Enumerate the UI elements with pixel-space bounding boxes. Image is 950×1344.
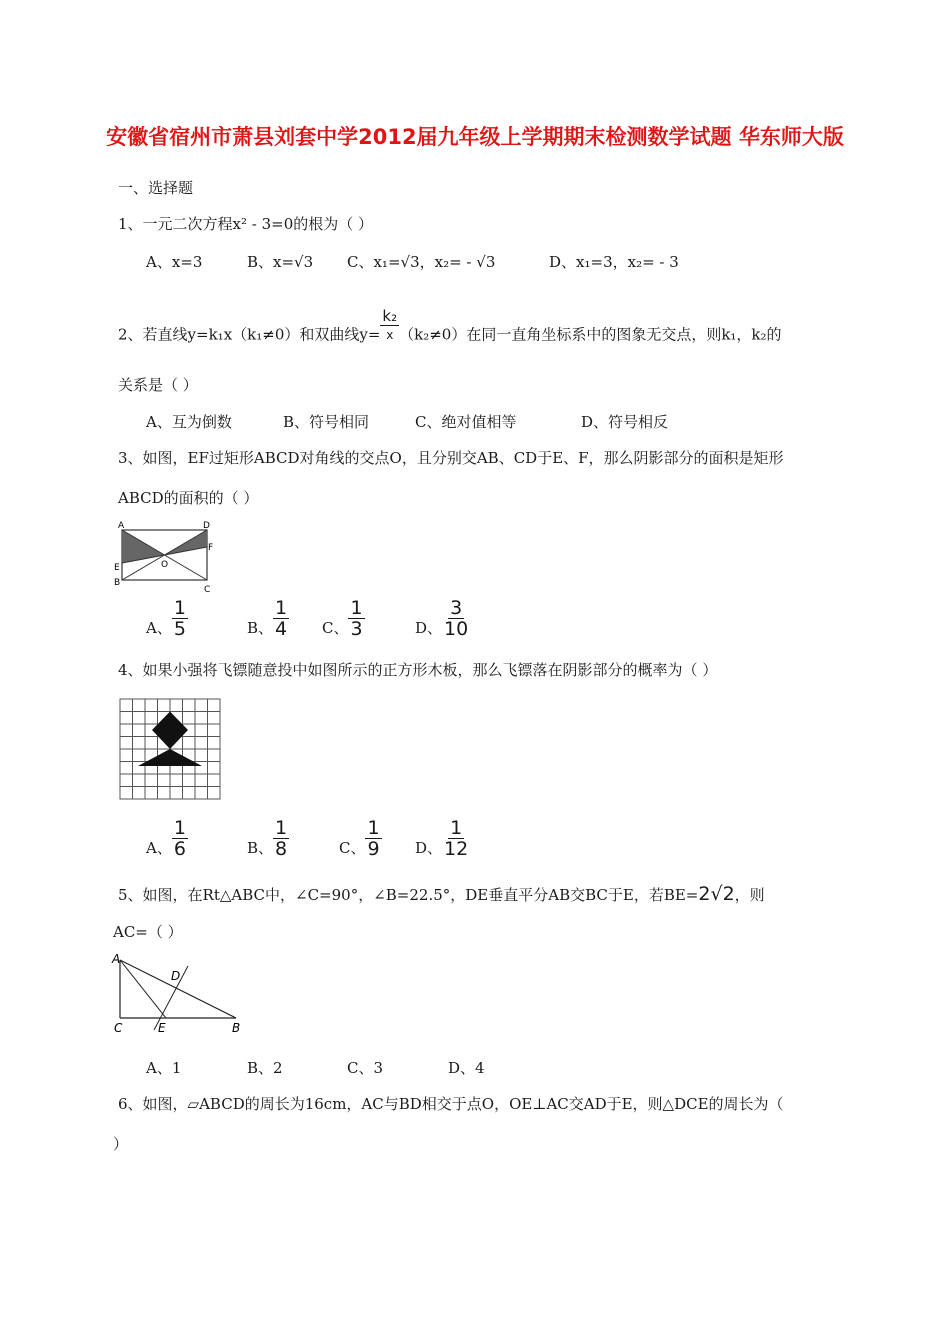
q4-option-b-fraction: $\frac{1}{8}$	[275, 817, 288, 860]
section-heading: 一、选择题	[118, 179, 194, 197]
q3-option-b: B、 $\frac{1}{4}$	[247, 597, 288, 640]
q4-option-d-fraction: $\frac{1}{12}$	[444, 817, 469, 860]
label-a: A	[112, 952, 121, 966]
q3-option-a-fraction: $\frac{1}{5}$	[173, 597, 186, 640]
q3-option-a: A、 $\frac{1}{5}$	[146, 597, 186, 640]
label-c: C	[204, 585, 211, 595]
q5-suffix: ，则	[734, 886, 765, 904]
label-e: E	[158, 1021, 166, 1035]
q1-option-d: D、x₁=3，x₂= - 3	[549, 253, 679, 271]
q2-prefix: 2、若直线y=k₁x（k₁≠0）和双曲线y=	[118, 325, 381, 344]
q5-option-a: A、1	[146, 1059, 182, 1077]
question-5-line-1	[118, 884, 765, 905]
question-2-line-1	[118, 307, 782, 354]
q1-option-c: C、x₁=√3，x₂= - √3	[347, 253, 496, 271]
label-d: D	[203, 521, 210, 531]
q4-option-c: C、 $\frac{1}{9}$	[339, 817, 380, 860]
q2-option-c: C、绝对值相等	[415, 413, 517, 431]
q5-be-value: 2√2	[698, 883, 735, 905]
question-2-line-2: 关系是（ ）	[118, 376, 198, 394]
page-title: 安徽省宿州市萧县刘套中学2012届九年级上学期期末检测数学试题 华东师大版	[106, 125, 844, 149]
q1-option-a: A、x=3	[146, 253, 203, 271]
segment-ae	[120, 960, 166, 1018]
label-b: B	[232, 1021, 241, 1035]
q5-option-d: D、4	[448, 1059, 485, 1077]
question-3-line-1: 3、如图，EF过矩形ABCD对角线的交点O，且分别交AB、CD于E、F，那么阴影部分的面积是矩形	[118, 449, 784, 467]
q5-prefix: 5、如图，在Rt△ABC中，∠C=90°，∠B=22.5°，DE垂直平分AB交BC于E，若BE=	[118, 886, 699, 904]
shaded-region-left	[122, 530, 164, 563]
q2-fraction	[380, 307, 399, 344]
label-b: B	[114, 578, 121, 588]
q4-option-b: B、 $\frac{1}{8}$	[247, 817, 288, 860]
label-f: F	[208, 543, 214, 553]
question-4: 4、如果小强将飞镖随意投中如图所示的正方形木板，那么飞镖落在阴影部分的概率为（ ）	[118, 661, 718, 679]
q2-option-a: A、互为倒数	[146, 413, 232, 431]
dartboard-grid-figure	[118, 697, 222, 801]
q3-option-d-fraction: $\frac{3}{10}$	[444, 597, 469, 640]
q4-option-d: D、 $\frac{1}{12}$	[415, 817, 469, 860]
q2-fraction-denominator: x	[386, 328, 394, 342]
rectangle-figure	[112, 518, 222, 598]
q3-option-c: C、 $\frac{1}{3}$	[322, 597, 363, 640]
q1-option-b: B、x=√3	[247, 253, 314, 271]
question-1: 1、一元二次方程x² - 3=0的根为（ ）	[118, 215, 374, 233]
label-o: O	[161, 560, 169, 570]
right-triangle-figure	[110, 950, 250, 1035]
q4-option-a-fraction: $\frac{1}{6}$	[173, 817, 186, 860]
q2-option-b: B、符号相同	[283, 413, 370, 431]
label-e: E	[114, 563, 120, 573]
question-6-line-2: ）	[113, 1135, 129, 1153]
question-3-line-2: ABCD的面积的（ ）	[118, 489, 259, 507]
question-6-line-1: 6、如图，▱ABCD的周长为16cm，AC与BD相交于点O，OE⊥AC交AD于E，则△DCE的周长为（	[118, 1095, 784, 1113]
q3-option-c-fraction: $\frac{1}{3}$	[350, 597, 363, 640]
q4-option-a: A、 $\frac{1}{6}$	[146, 817, 186, 860]
q3-option-d: D、 $\frac{3}{10}$	[415, 597, 469, 640]
q5-option-c: C、3	[347, 1059, 384, 1077]
q2-option-d: D、符号相反	[581, 413, 669, 431]
label-c: C	[114, 1021, 123, 1035]
q3-option-b-fraction: $\frac{1}{4}$	[275, 597, 288, 640]
question-5-line-2: AC=（ ）	[113, 923, 183, 941]
q5-option-b: B、2	[247, 1059, 283, 1077]
label-d: D	[171, 969, 181, 983]
q2-suffix: （k₂≠0）在同一直角坐标系中的图象无交点，则k₁，k₂的	[399, 325, 782, 344]
shaded-triangle	[138, 749, 202, 766]
q4-option-c-fraction: $\frac{1}{9}$	[367, 817, 380, 860]
label-a: A	[118, 521, 125, 531]
q2-fraction-numerator: k₂	[382, 307, 398, 325]
